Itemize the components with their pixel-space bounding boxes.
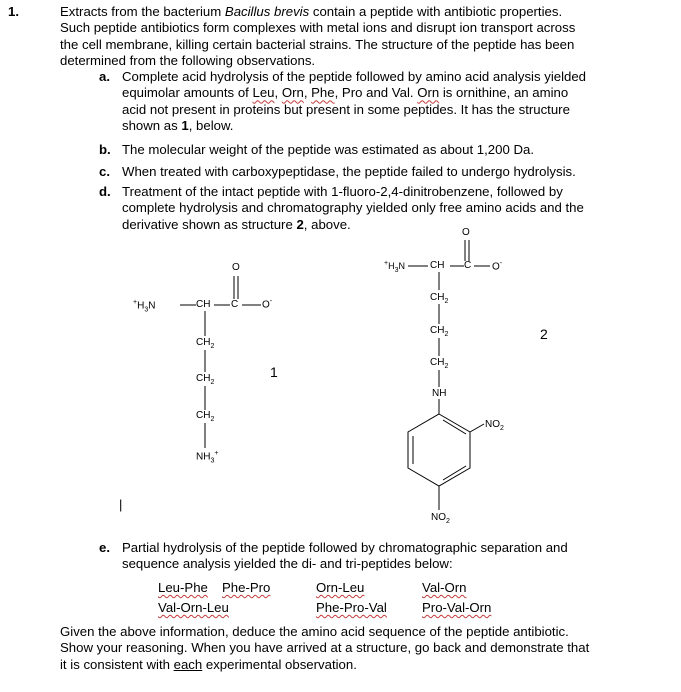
peptide-phe-pro-val: Phe-Pro-Val bbox=[316, 600, 387, 615]
s2-ch2-1: $CH_2$ bbox=[430, 292, 449, 305]
s1-carbonyl-c: C bbox=[231, 299, 239, 310]
item-a-label: a. bbox=[99, 69, 110, 84]
peptide-val-orn: Val-Orn bbox=[422, 580, 467, 595]
s2-ch2-3: $CH_2$ bbox=[430, 357, 449, 370]
s1-alpha-ch: CH bbox=[196, 299, 211, 310]
s1-ch2-1: $CH_2$ bbox=[196, 337, 215, 350]
s2-ch2-2: $CH_2$ bbox=[430, 325, 449, 338]
s2-carbonyl-c: C bbox=[464, 260, 472, 271]
s1-oxygen: O bbox=[232, 262, 240, 273]
s2-carboxylate-o: O- bbox=[492, 260, 503, 273]
s1-carboxylate-o: O- bbox=[262, 298, 273, 311]
item-e-text: Partial hydrolysis of the peptide followed by chromatographic separation and sequence analysis yielded the di- and tri-peptides below: bbox=[122, 540, 568, 572]
item-b-text: The molecular weight of the peptide was estimated as about 1,200 Da. bbox=[122, 142, 534, 157]
question-number: 1. bbox=[8, 4, 19, 19]
term-orn: Orn bbox=[281, 85, 304, 101]
s2-no2-side: $NO_2$ bbox=[485, 419, 504, 432]
stray-mark: | bbox=[119, 497, 123, 512]
emphasis-each: each bbox=[173, 656, 203, 672]
conclusion-text: Given the above information, deduce the amino acid sequence of the peptide antibiotic. Show your reasoning. When you have arrived at a structure, go back and demonstrate that it is consistent with each experimental observation. bbox=[60, 624, 590, 672]
s1-ch2-2: $CH_2$ bbox=[196, 373, 215, 386]
term-phe: Phe bbox=[311, 85, 335, 101]
item-b-label: b. bbox=[99, 142, 111, 157]
peptide-phe-pro: Phe-Pro bbox=[222, 580, 271, 595]
term-orn-2: Orn bbox=[417, 85, 440, 101]
structure-1-number: 1 bbox=[270, 364, 278, 380]
item-a-text: Complete acid hydrolysis of the peptide followed by amino acid analysis yielded equimolar amounts of Leu, Orn, Phe, Pro and Val. Orn is ornithine, an amino acid not present in proteins but present in some peptides. It has the structure shown as 1, below. bbox=[122, 69, 587, 134]
s2-alpha-ch: CH bbox=[430, 260, 445, 271]
s1-amino: $NH_3^+$ bbox=[196, 450, 219, 465]
peptide-orn-leu: Orn-Leu bbox=[316, 580, 365, 595]
peptide-val-orn-leu: Val-Orn-Leu bbox=[158, 600, 229, 615]
item-c-text: When treated with carboxypeptidase, the peptide failed to undergo hydrolysis. bbox=[122, 164, 576, 179]
structure-2-number: 2 bbox=[540, 326, 548, 342]
s2-nh: NH bbox=[432, 388, 447, 399]
peptide-leu-phe: Leu-Phe bbox=[158, 580, 208, 595]
question-intro: Extracts from the bacterium Bacillus brevis contain a peptide with antibiotic properties. Such peptide antibiotics form complexes with metal ions and disrupt ion transport across the cell membrane, killing certain bacterial strains. The structure of the peptide has been determined from the following observations. bbox=[60, 4, 576, 69]
item-e-label: e. bbox=[99, 540, 110, 555]
item-d-text: Treatment of the intact peptide with 1-fluoro-2,4-dinitrobenzene, followed by complete hydrolysis and chromatography yielded only free amino acids and the derivative shown as structure 2, above. bbox=[122, 184, 584, 232]
item-d-label: d. bbox=[99, 184, 111, 199]
peptide-pro-val-orn: Pro-Val-Orn bbox=[422, 600, 492, 615]
s1-ch2-3: $CH_2$ bbox=[196, 410, 215, 423]
term-leu: Leu bbox=[252, 85, 275, 101]
s2-no2-bottom: $NO_2$ bbox=[431, 512, 450, 525]
s2-oxygen: O bbox=[462, 227, 470, 238]
s2-n-terminus: $^+H_3N$ bbox=[384, 260, 405, 274]
s1-n-terminus: $^+H_3N$ bbox=[133, 299, 156, 314]
item-c-label: c. bbox=[99, 164, 110, 179]
